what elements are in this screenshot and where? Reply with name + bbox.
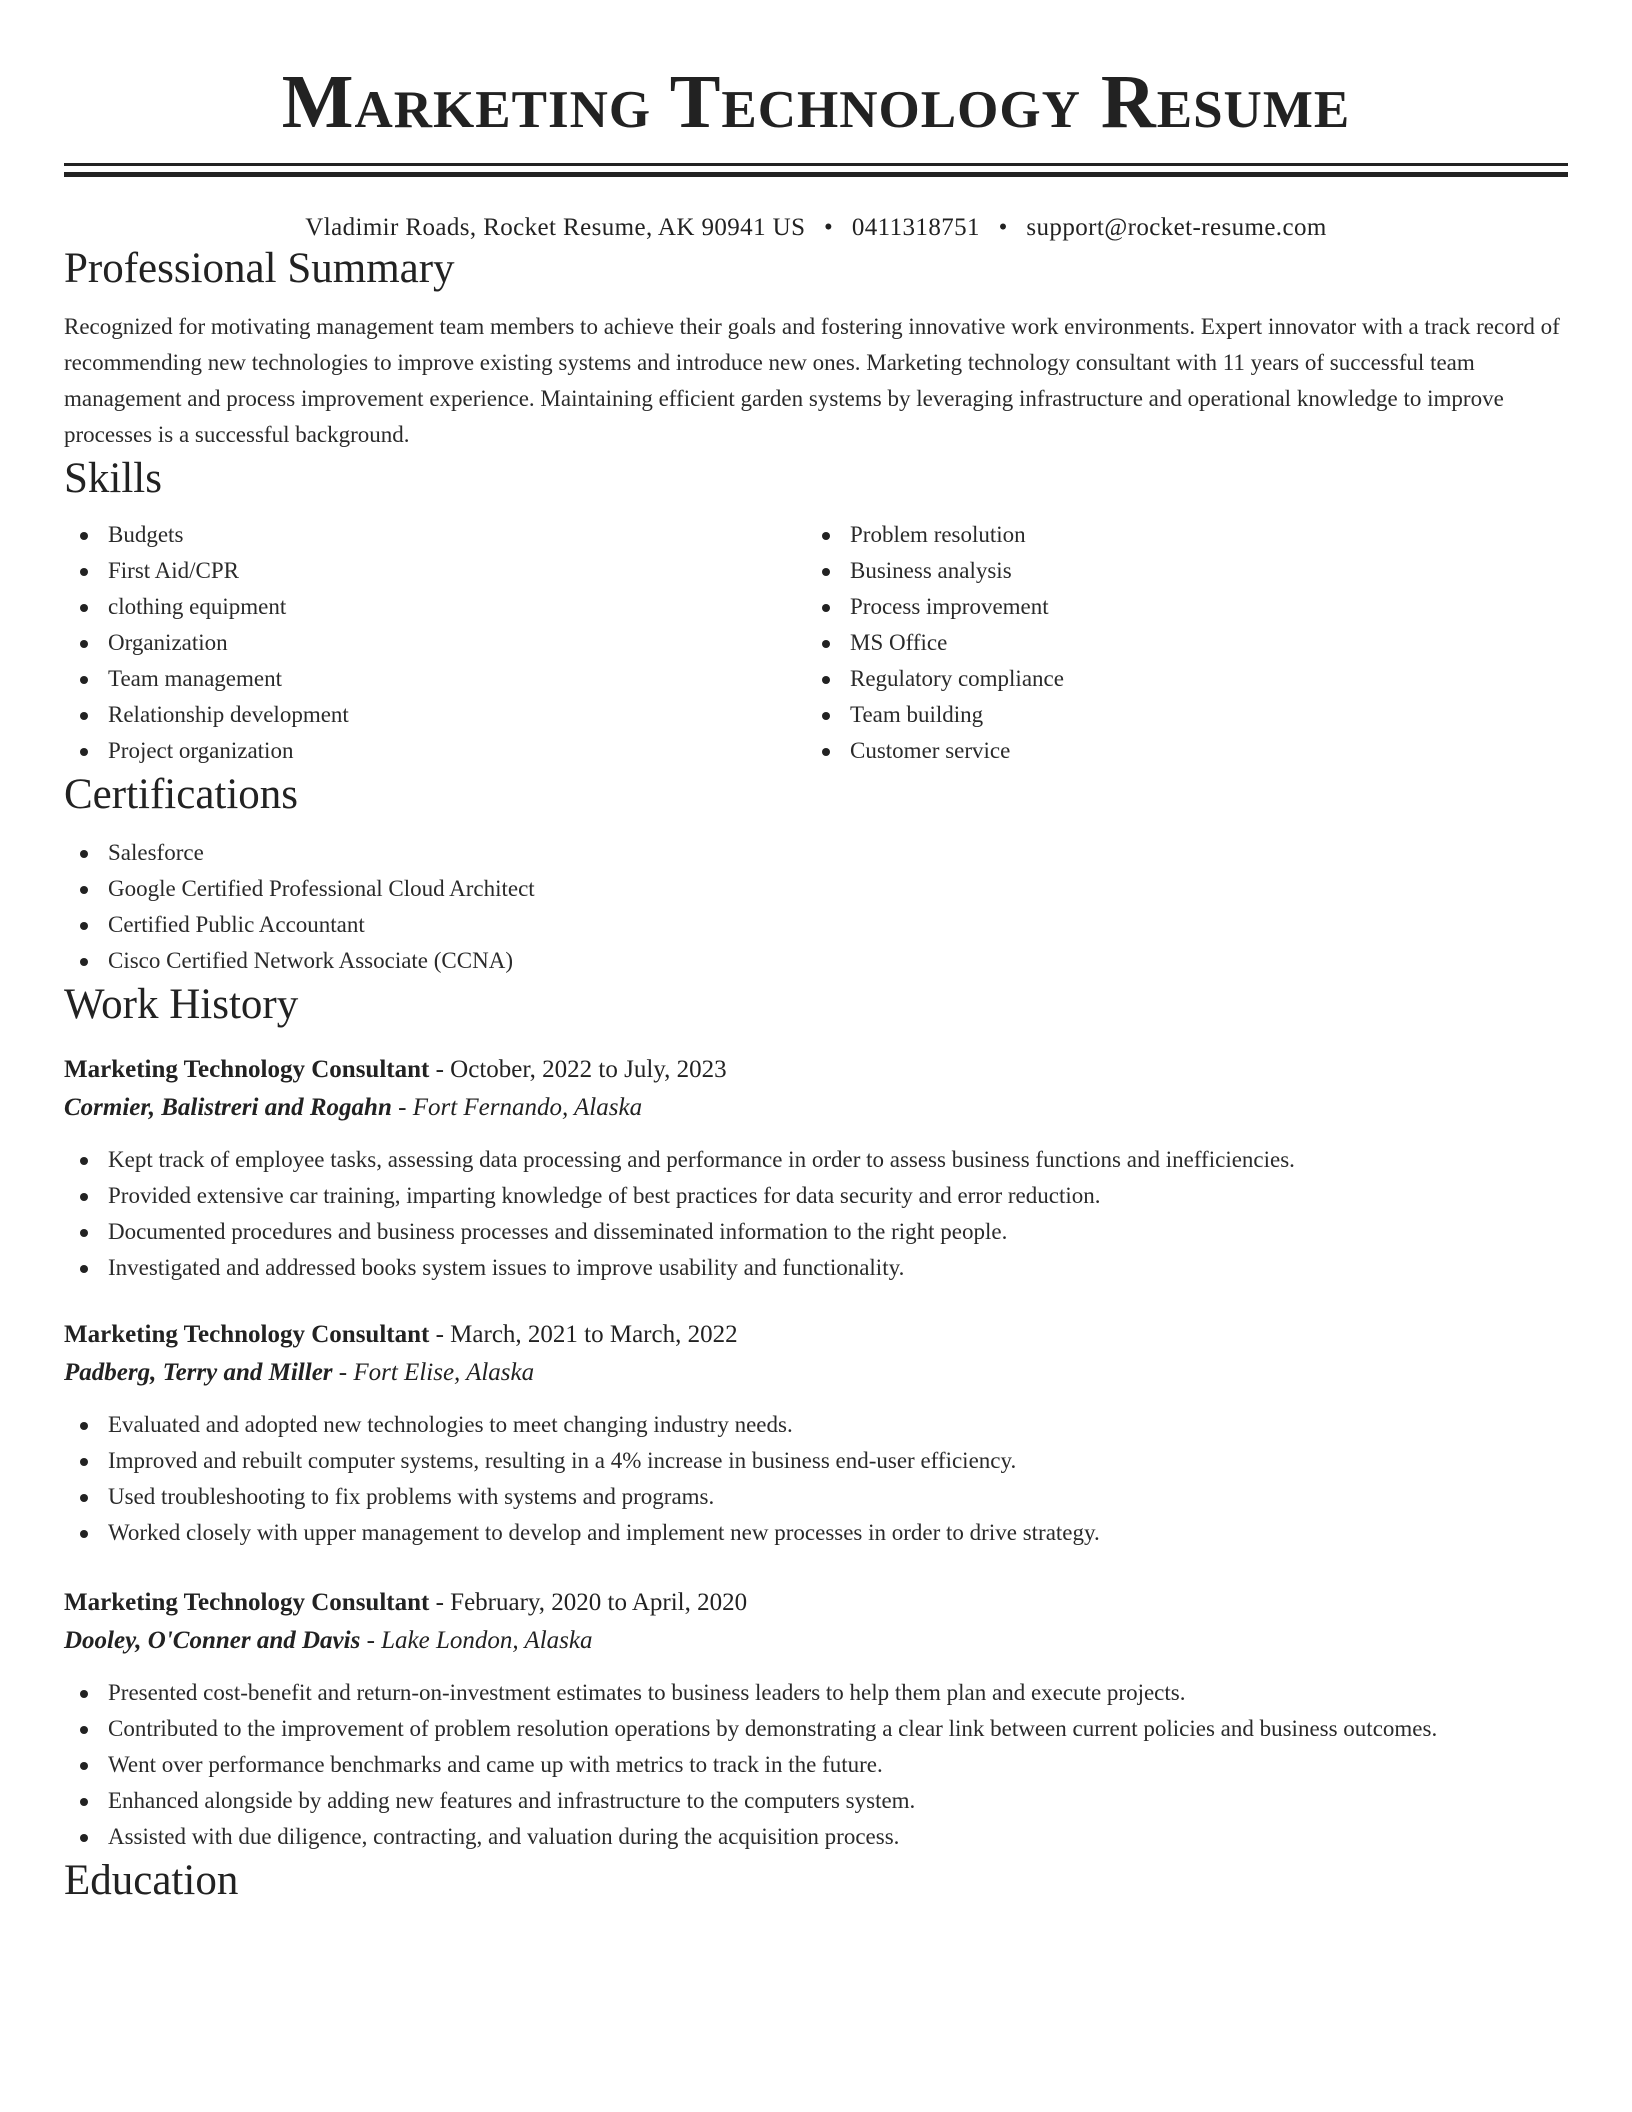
job-bullet bbox=[64, 1675, 1568, 1711]
bullet-dot bbox=[822, 640, 830, 648]
job-bullet-text: Kept track of employee tasks, assessing data processing and performance in order to assess business functions and inefficiencies. bbox=[108, 1147, 1295, 1172]
bullet-dot bbox=[80, 568, 88, 576]
bullet-dot bbox=[80, 1193, 88, 1201]
job-title-line bbox=[64, 1316, 1568, 1354]
bullet-dot bbox=[80, 922, 88, 930]
bullet-dot bbox=[80, 640, 88, 648]
skill-item bbox=[806, 625, 1548, 661]
certification-item bbox=[64, 835, 1568, 871]
work-history-heading: Work History bbox=[64, 981, 299, 1028]
skill-item-text: Process improvement bbox=[850, 594, 1049, 619]
job-bullet-text: Used troubleshooting to fix problems with systems and programs. bbox=[108, 1484, 715, 1509]
skills-columns bbox=[64, 517, 1568, 769]
job-dates: - March, 2021 to March, 2022 bbox=[429, 1321, 738, 1348]
certification-item bbox=[64, 907, 1568, 943]
skill-item-text: Project organization bbox=[108, 738, 294, 763]
contact-line bbox=[64, 213, 1568, 243]
resume-title: Marketing Technology Resume bbox=[281, 60, 1351, 144]
bullet-dot bbox=[80, 1762, 88, 1770]
bullet-dot bbox=[80, 958, 88, 966]
job-bullets bbox=[64, 1142, 1568, 1286]
job-bullet bbox=[64, 1479, 1568, 1515]
skill-item-text: Business analysis bbox=[850, 558, 1012, 583]
skill-item bbox=[806, 697, 1548, 733]
certification-item bbox=[64, 943, 1568, 979]
job-role: Marketing Technology Consultant bbox=[64, 1589, 430, 1616]
bullet-dot bbox=[822, 568, 830, 576]
skills-heading: Skills bbox=[64, 455, 162, 502]
bullet-dot bbox=[822, 748, 830, 756]
skill-item bbox=[64, 589, 806, 625]
job-location: - Fort Elise, Alaska bbox=[332, 1359, 535, 1386]
job-bullet-text: Documented procedures and business processes and disseminated information to the right people. bbox=[108, 1219, 1008, 1244]
job-bullet bbox=[64, 1747, 1568, 1783]
skill-item bbox=[806, 517, 1548, 553]
skill-item-text: Problem resolution bbox=[850, 522, 1026, 547]
contact-separator: • bbox=[998, 214, 1008, 241]
job-bullet-text: Investigated and addressed books system issues to improve usability and functionality. bbox=[108, 1255, 905, 1280]
job-dates: - February, 2020 to April, 2020 bbox=[429, 1589, 748, 1616]
skill-item bbox=[806, 589, 1548, 625]
work-history-list bbox=[64, 1051, 1568, 1855]
skill-item-text: Organization bbox=[108, 630, 228, 655]
certifications-list bbox=[64, 835, 1568, 979]
job-company-line bbox=[64, 1622, 1568, 1660]
job-bullet bbox=[64, 1711, 1568, 1747]
bullet-dot bbox=[80, 1494, 88, 1502]
job-entry bbox=[64, 1051, 1568, 1286]
job-bullet bbox=[64, 1407, 1568, 1443]
skill-item-text: Team building bbox=[850, 702, 984, 727]
skill-item-text: Relationship development bbox=[108, 702, 349, 727]
job-company: Cormier, Balistreri and Rogahn bbox=[64, 1094, 392, 1121]
contact-phone: 0411318751 bbox=[851, 214, 980, 241]
skill-item bbox=[64, 553, 806, 589]
job-bullet bbox=[64, 1819, 1568, 1855]
bullet-dot bbox=[80, 1422, 88, 1430]
job-bullet-text: Evaluated and adopted new technologies to meet changing industry needs. bbox=[108, 1412, 793, 1437]
job-bullet-text: Assisted with due diligence, contracting, and valuation during the acquisition process. bbox=[108, 1824, 900, 1849]
bullet-dot bbox=[80, 1157, 88, 1165]
job-location: - Fort Fernando, Alaska bbox=[391, 1094, 643, 1121]
job-bullet bbox=[64, 1443, 1568, 1479]
job-bullet-text: Went over performance benchmarks and came up with metrics to track in the future. bbox=[108, 1752, 883, 1777]
job-title-line bbox=[64, 1584, 1568, 1622]
job-bullet-text: Presented cost-benefit and return-on-investment estimates to business leaders to help them plan and execute projects. bbox=[108, 1680, 1186, 1705]
skill-item bbox=[806, 661, 1548, 697]
job-bullet bbox=[64, 1142, 1568, 1178]
skill-item bbox=[806, 553, 1548, 589]
certification-item-text: Google Certified Professional Cloud Architect bbox=[108, 876, 535, 901]
title-rule-top bbox=[64, 163, 1568, 166]
skill-item-text: clothing equipment bbox=[108, 594, 287, 619]
bullet-dot bbox=[80, 712, 88, 720]
job-bullet-text: Improved and rebuilt computer systems, resulting in a 4% increase in business end-user efficiency. bbox=[108, 1448, 1017, 1473]
bullet-dot bbox=[822, 604, 830, 612]
job-company-line bbox=[64, 1089, 1568, 1127]
job-bullets bbox=[64, 1675, 1568, 1855]
job-company-line bbox=[64, 1354, 1568, 1392]
bullet-dot bbox=[822, 676, 830, 684]
skill-item bbox=[806, 733, 1548, 769]
bullet-dot bbox=[80, 850, 88, 858]
job-dates: - October, 2022 to July, 2023 bbox=[429, 1056, 727, 1083]
certification-item bbox=[64, 871, 1568, 907]
bullet-dot bbox=[80, 1690, 88, 1698]
skill-item bbox=[64, 661, 806, 697]
job-entry bbox=[64, 1584, 1568, 1855]
bullet-dot bbox=[80, 748, 88, 756]
job-bullet bbox=[64, 1178, 1568, 1214]
job-bullets bbox=[64, 1407, 1568, 1551]
certifications-heading: Certifications bbox=[64, 771, 299, 818]
bullet-dot bbox=[80, 1530, 88, 1538]
certification-item-text: Salesforce bbox=[108, 840, 204, 865]
skill-item-text: Customer service bbox=[850, 738, 1011, 763]
bullet-dot bbox=[80, 1458, 88, 1466]
bullet-dot bbox=[822, 712, 830, 720]
job-bullet-text: Contributed to the improvement of problem resolution operations by demonstrating a clear link between current policies and business outcomes. bbox=[108, 1716, 1438, 1741]
contact-address: Vladimir Roads, Rocket Resume, AK 90941 US bbox=[305, 214, 806, 241]
skills-list-right bbox=[806, 517, 1548, 769]
bullet-dot bbox=[80, 1798, 88, 1806]
job-bullet-text: Provided extensive car training, imparting knowledge of best practices for data security and error reduction. bbox=[108, 1183, 1101, 1208]
job-bullet-text: Worked closely with upper management to develop and implement new processes in order to drive strategy. bbox=[108, 1520, 1100, 1545]
skill-item-text: Team management bbox=[108, 666, 283, 691]
bullet-dot bbox=[822, 532, 830, 540]
job-company: Dooley, O'Conner and Davis bbox=[64, 1627, 361, 1654]
summary-text: Recognized for motivating management team members to achieve their goals and fostering innovative work environments. Expert innovator with a track record of recommending new technologies to improve existing systems and introduce new ones. Marketing technology consultant with 11 years of successful team management and process improvement experience. Maintaining efficient garden systems by leveraging infrastructure and operational knowledge to improve processes is a successful background. bbox=[64, 314, 1560, 447]
certification-item-text: Cisco Certified Network Associate (CCNA) bbox=[108, 948, 513, 973]
job-bullet-text: Enhanced alongside by adding new features and infrastructure to the computers system. bbox=[108, 1788, 916, 1813]
certification-item-text: Certified Public Accountant bbox=[108, 912, 365, 937]
skill-item bbox=[64, 733, 806, 769]
title-rule-bottom bbox=[64, 172, 1568, 177]
bullet-dot bbox=[80, 1265, 88, 1273]
bullet-dot bbox=[80, 886, 88, 894]
summary-heading: Professional Summary bbox=[64, 245, 455, 292]
job-bullet bbox=[64, 1250, 1568, 1286]
skill-item-text: First Aid/CPR bbox=[108, 558, 240, 583]
skill-item-text: MS Office bbox=[850, 630, 948, 655]
job-role: Marketing Technology Consultant bbox=[64, 1321, 430, 1348]
skill-item bbox=[64, 697, 806, 733]
contact-separator: • bbox=[824, 214, 834, 241]
skill-item bbox=[64, 517, 806, 553]
skill-item bbox=[64, 625, 806, 661]
bullet-dot bbox=[80, 1726, 88, 1734]
bullet-dot bbox=[80, 1834, 88, 1842]
job-entry bbox=[64, 1316, 1568, 1551]
job-bullet bbox=[64, 1214, 1568, 1250]
bullet-dot bbox=[80, 604, 88, 612]
job-bullet bbox=[64, 1515, 1568, 1551]
contact-email: support@rocket-resume.com bbox=[1026, 214, 1327, 241]
bullet-dot bbox=[80, 676, 88, 684]
skills-list-left bbox=[64, 517, 806, 769]
bullet-dot bbox=[80, 1229, 88, 1237]
skill-item-text: Budgets bbox=[108, 522, 184, 547]
job-role: Marketing Technology Consultant bbox=[64, 1056, 430, 1083]
education-heading: Education bbox=[64, 1857, 239, 1904]
job-company: Padberg, Terry and Miller bbox=[64, 1359, 333, 1386]
bullet-dot bbox=[80, 532, 88, 540]
job-title-line bbox=[64, 1051, 1568, 1089]
job-location: - Lake London, Alaska bbox=[360, 1627, 593, 1654]
skill-item-text: Regulatory compliance bbox=[850, 666, 1064, 691]
job-bullet bbox=[64, 1783, 1568, 1819]
